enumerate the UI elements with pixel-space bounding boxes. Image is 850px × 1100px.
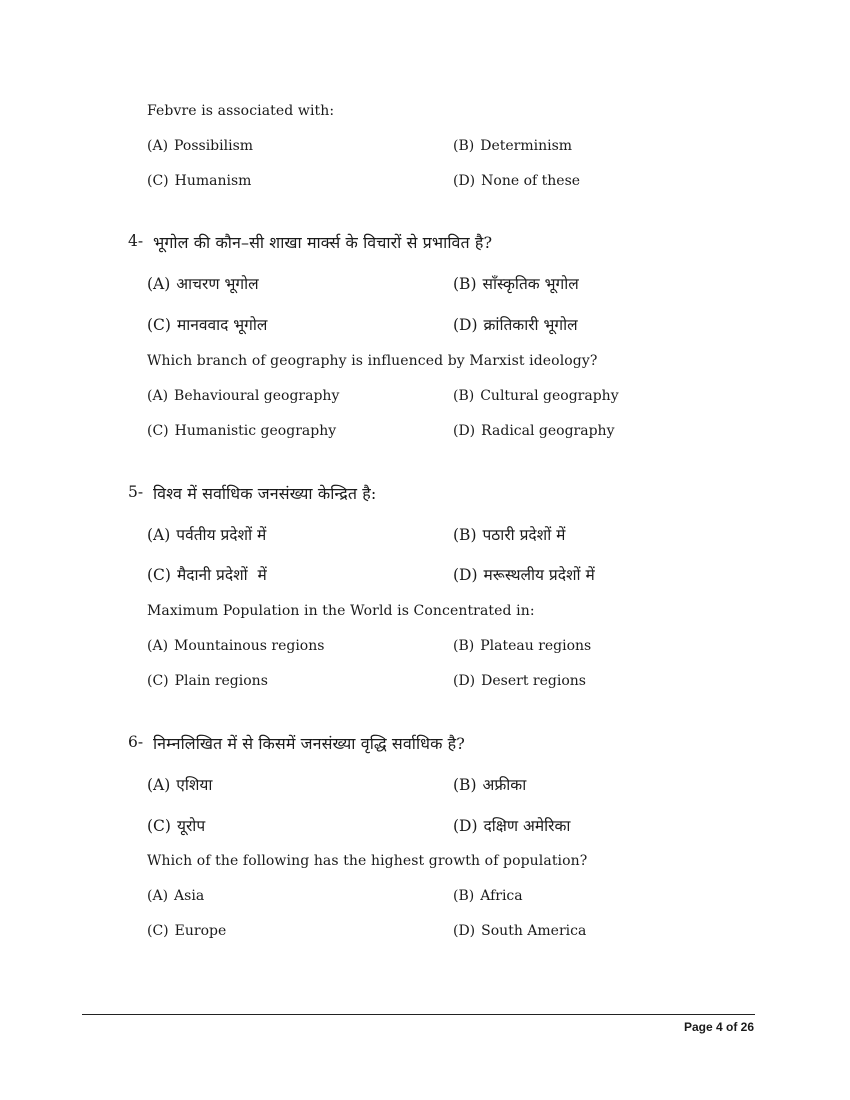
q3-option-a-en: (A) Possibilism xyxy=(147,138,254,154)
q3-question-en: Febvre is associated with: xyxy=(147,103,335,119)
q6-option-c-en: (C) Europe xyxy=(147,923,227,939)
q4-option-d-en: (D) Radical geography xyxy=(453,423,615,439)
q6-number: 6- xyxy=(128,733,144,751)
q5-option-d-hi: (D) मरूस्थलीय प्रदेशों में xyxy=(453,566,595,584)
q6-option-a-en: (A) Asia xyxy=(147,888,205,904)
q6-question-hi: निम्नलिखित में से किसमें जनसंख्या वृद्धि सर्वाधिक है? xyxy=(153,734,465,753)
q4-number: 4- xyxy=(128,232,144,250)
q5-option-a-hi: (A) पर्वतीय प्रदेशों में xyxy=(147,526,267,544)
q4-option-d-hi: (D) क्रांतिकारी भूगोल xyxy=(453,316,578,334)
q5-number: 5- xyxy=(128,483,144,501)
q5-option-b-en: (B) Plateau regions xyxy=(453,638,592,654)
q6-option-b-hi: (B) अफ्रीका xyxy=(453,776,527,794)
q5-option-c-en: (C) Plain regions xyxy=(147,673,268,689)
q4-question-en: Which branch of geography is influenced by Marxist ideology? xyxy=(147,353,598,369)
q4-option-a-hi: (A) आचरण भूगोल xyxy=(147,275,259,293)
q5-option-c-hi: (C) मैदानी प्रदेशों में xyxy=(147,566,267,584)
q5-option-a-en: (A) Mountainous regions xyxy=(147,638,325,654)
q3-option-c-en: (C) Humanism xyxy=(147,173,252,189)
q4-option-c-hi: (C) मानववाद भूगोल xyxy=(147,316,268,334)
q4-option-b-hi: (B) साँस्कृतिक भूगोल xyxy=(453,275,579,293)
q5-option-d-en: (D) Desert regions xyxy=(453,673,586,689)
footer-divider xyxy=(82,1014,755,1015)
q6-option-d-hi: (D) दक्षिण अमेरिका xyxy=(453,817,571,835)
q6-option-d-en: (D) South America xyxy=(453,923,587,939)
q4-option-a-en: (A) Behavioural geography xyxy=(147,388,340,404)
q6-option-c-hi: (C) यूरोप xyxy=(147,817,206,835)
q3-option-d-en: (D) None of these xyxy=(453,173,581,189)
q4-question-hi: भूगोल की कौन–सी शाखा मार्क्स के विचारों से प्रभावित है? xyxy=(153,233,493,252)
page-number: Page 4 of 26 xyxy=(683,1020,754,1034)
q6-option-b-en: (B) Africa xyxy=(453,888,523,904)
q4-option-c-en: (C) Humanistic geography xyxy=(147,423,337,439)
q5-question-en: Maximum Population in the World is Concentrated in: xyxy=(147,603,535,619)
q4-option-b-en: (B) Cultural geography xyxy=(453,388,619,404)
q5-question-hi: विश्व में सर्वाधिक जनसंख्या केन्द्रित है: xyxy=(153,484,377,503)
q5-option-b-hi: (B) पठारी प्रदेशों में xyxy=(453,526,566,544)
q6-option-a-hi: (A) एशिया xyxy=(147,776,213,794)
q6-question-en: Which of the following has the highest growth of population? xyxy=(147,853,588,869)
q3-option-b-en: (B) Determinism xyxy=(453,138,573,154)
